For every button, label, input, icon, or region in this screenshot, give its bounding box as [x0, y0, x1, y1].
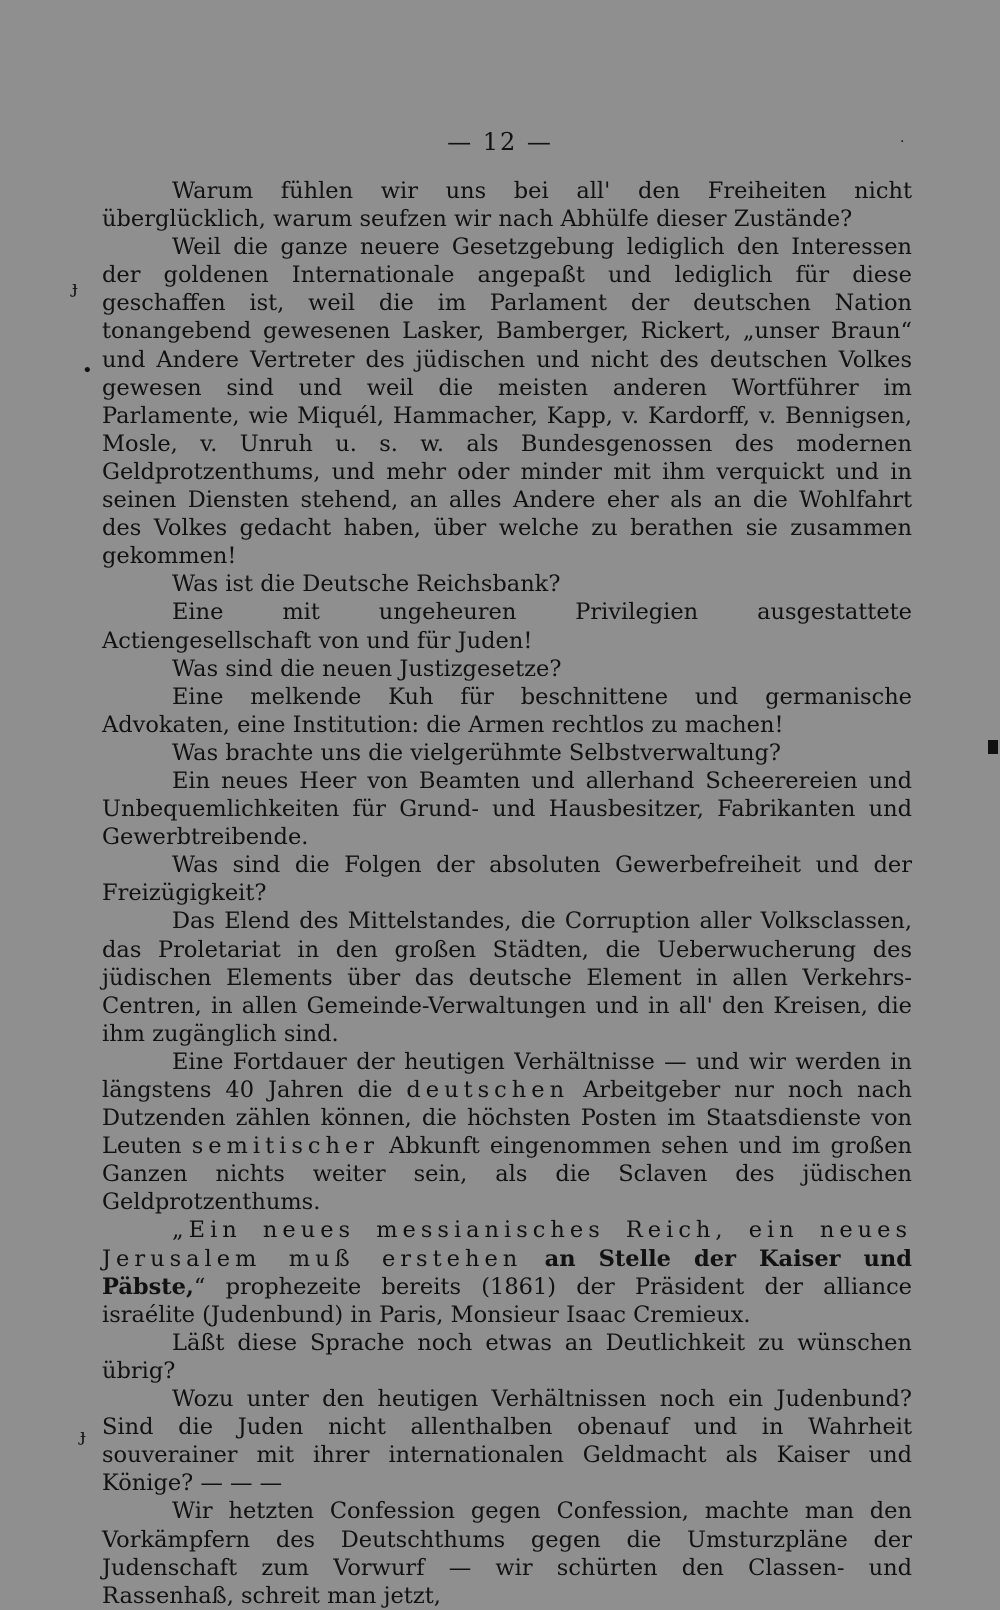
- spaced-text: deutschen: [406, 1077, 570, 1103]
- paragraph: Was sind die neuen Justizgesetze?: [172, 655, 562, 682]
- paragraph: Wozu unter den heutigen Verhältnissen noch ein Judenbund? Sind die Juden nicht allenthalben obenauf und in Wahrheit souverainer mit ihrer internationalen Geldmacht als Kaiser und Könige? — — —: [102, 1386, 912, 1497]
- body-text: [102, 177, 912, 1610]
- spaced-text: „Ein neues messianisches Reich, ein neues Jerusalem muß erstehen: [102, 1217, 912, 1272]
- margin-mark: ɟ: [80, 1425, 86, 1446]
- spaced-text: semitischer: [191, 1133, 380, 1160]
- paragraph: Das Elend des Mittelstandes, die Corruption aller Volksclassen, das Proletariat in den großen Städten, die Ueberwucherung des jüdischen Elements über das deutsche Element in allen Verkehrs-Centren, in allen Gemeinde-Verwaltungen und in all' den Kreisen, die ihm zugänglich sind.: [102, 908, 912, 1047]
- paragraph: Was sind die Folgen der absoluten Gewerbefreiheit und der Freizügigkeit?: [102, 852, 912, 907]
- text-run: Arbeitgeber nur noch nach Dutzenden zählen können, die höchsten Posten im Staatsdienste von Leuten: [102, 1077, 912, 1160]
- paragraph: Wir hetzten Confession gegen Confession, machte man den Vorkämpfern des Deutschthums gegen die Umsturzpläne der Judenschaft zum Vorwurf — wir schürten den Classen- und Rassenhaß, schreit man jetzt,: [102, 1498, 912, 1609]
- paragraph: Eine mit ungeheuren Privilegien ausgestattete Actiengesellschaft von und für Juden!: [102, 599, 912, 654]
- paragraph: Warum fühlen wir uns bei all' den Freiheiten nicht überglücklich, warum seufzen wir nach Abhülfe dieser Zustände?: [102, 178, 912, 233]
- page-number: — 12 —: [447, 128, 553, 156]
- paragraph: Ein neues Heer von Beamten und allerhand Scheerereien und Unbequemlichkeiten für Grund- und Hausbesitzer, Fabrikanten und Gewerbtreibende.: [102, 767, 912, 851]
- paragraph: [102, 1216, 912, 1328]
- paragraph: Läßt diese Sprache noch etwas an Deutlichkeit zu wünschen übrig?: [102, 1329, 912, 1384]
- paragraph: [102, 1048, 912, 1217]
- text-run: Eine Fortdauer der heutigen Verhältnisse — und wir werden in längstens 40 Jahren die: [102, 1048, 912, 1103]
- margin-mark: ɟ: [72, 277, 78, 298]
- paragraph: Eine melkende Kuh für beschnittene und germanische Advokaten, eine Institution: die Armen rechtlos zu machen!: [102, 683, 912, 738]
- text-run: “ prophezeite bereits (1861) der Präsident der alliance israélite (Judenbund) in Paris, Monsieur Isaac Cremieux.: [102, 1273, 912, 1328]
- paragraph: Was ist die Deutsche Reichsbank?: [172, 571, 561, 598]
- text-run: [522, 1246, 544, 1272]
- paragraph: Weil die ganze neuere Gesetzgebung lediglich den Interessen der goldenen Internationale angepaßt und lediglich für diese geschaffen ist, weil die im Parlament der deutschen Nation tonangebend gewesenen Lasker, Bamberger, Rickert, „unser Braun“ und Andere Vertreter des jüdischen und nicht des deutschen Volkes gewesen sind und weil die meisten anderen Wortführer im Parlamente, wie Miquél, Hammacher, Kapp, v. Kardorff, v. Bennigsen, Mosle, v. Unruh u. s. w. als Bundesgenossen des modernen Geldprotzenthums, und mehr oder minder mit ihm verquickt und in seinen Diensten stehend, an alles Andere eher als an die Wohlfahrt des Volkes gedacht haben, über welche zu berathen sie zusammen gekommen!: [102, 234, 912, 570]
- margin-mark: •: [82, 360, 93, 381]
- bold-text: an Stelle der Kaiser und Päbste,: [102, 1245, 913, 1300]
- text-run: Abkunft eingenommen sehen und im großen Ganzen nichts weiter sein, als die Sclaven des jüdischen Geldprotzenthums.: [102, 1133, 913, 1216]
- edge-mark: [988, 740, 998, 754]
- speck-mark: ·: [900, 134, 905, 150]
- paragraph: Was brachte uns die vielgerühmte Selbstverwaltung?: [172, 739, 781, 766]
